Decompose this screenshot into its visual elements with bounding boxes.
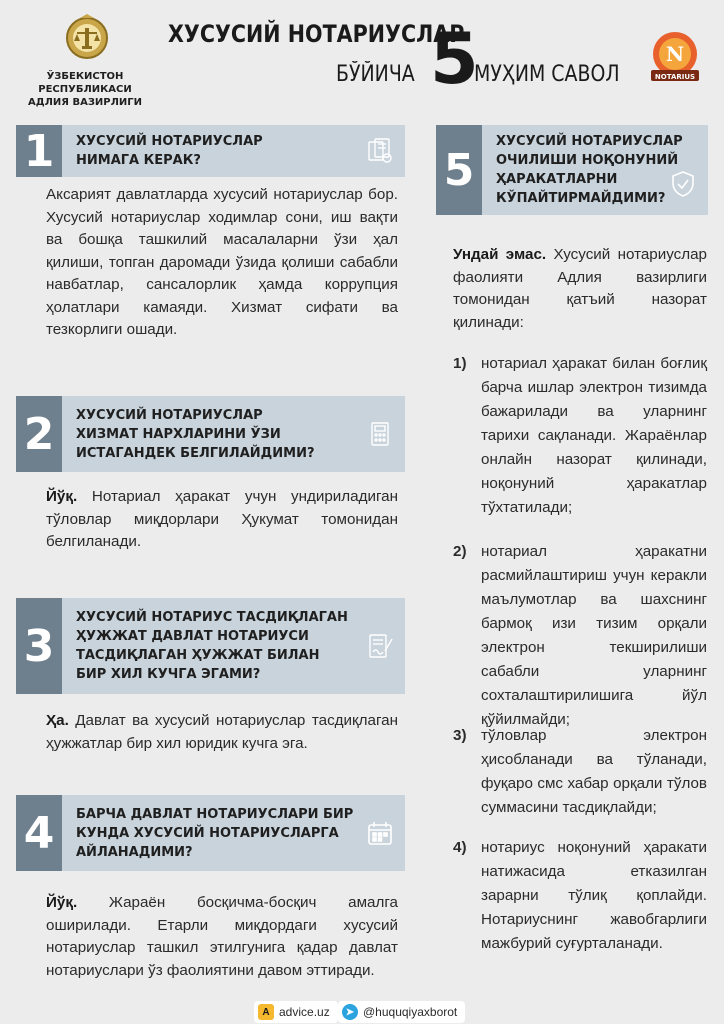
answer-lead: Йўқ. bbox=[46, 894, 78, 911]
org-line-1: ЎЗБЕКИСТОН РЕСПУБЛИКАСИ bbox=[38, 71, 132, 95]
question-number: 4 bbox=[16, 795, 62, 871]
question-1-header bbox=[16, 125, 405, 177]
footer bbox=[0, 998, 724, 1024]
list-item bbox=[453, 836, 707, 956]
organization-name bbox=[20, 70, 150, 109]
answer-lead: Йўқ. bbox=[46, 488, 78, 505]
list-number: 4) bbox=[453, 839, 467, 856]
answer-lead: Ҳа. bbox=[46, 712, 69, 729]
question-number: 1 bbox=[16, 125, 62, 177]
telegram-icon: ➤ bbox=[342, 1004, 358, 1020]
question-text: ХУСУСИЙ НОТАРИУСЛАР НИМАГА КЕРАК? bbox=[76, 134, 263, 168]
list-item bbox=[453, 540, 707, 732]
question-number: 5 bbox=[436, 125, 482, 215]
question-number: 3 bbox=[16, 598, 62, 694]
calendar-icon bbox=[365, 818, 395, 848]
list-number: 3) bbox=[453, 727, 467, 744]
svg-text:NOTARIUS: NOTARIUS bbox=[654, 73, 696, 81]
list-text: нотариал ҳаракат билан боғлиқ барча ишлар электрон тизимда бажарилади ва уларнинг тарихи сақланади. Жараёнлар онлайн назорат қилинади, ноқонуний ҳаракатлар тўхтатилади; bbox=[481, 355, 707, 516]
question-text: БАРЧА ДАВЛАТ НОТАРИУСЛАРИ БИР КУНДА ХУСУСИЙ НОТАРИУСЛАРГА АЙЛАНАДИМИ? bbox=[76, 806, 354, 860]
answer-1: Аксарият давлатларда хусусий нотариуслар бор. Хусусий нотариуслар ходимлар сони, иш вақти ва бошқа ташкилий масалаларни ўзи ҳал қилиши, топган даромади ўзида қолиши сабабли навбатлар, сансалорлик ҳамда коррупция ҳолатлари камаяди. Хизмат сифати ва тезкорлиги ошади. bbox=[46, 186, 398, 338]
notarius-logo bbox=[648, 30, 702, 86]
question-5-header bbox=[436, 125, 708, 215]
answer-lead: Ундай эмас. bbox=[453, 246, 547, 263]
header bbox=[0, 0, 724, 115]
site-link[interactable] bbox=[254, 1001, 338, 1023]
list-text: нотариал ҳаракатни расмийлаштириш учун керакли маълумотлар ва шахснинг бармоқ изи тизим орқали электрон текширилиши сабабли уларнинг сохталаштирилишига йўл қўйилмайди; bbox=[481, 543, 707, 728]
title-line-3: МУҲИМ САВОЛ bbox=[474, 62, 620, 87]
telegram-link[interactable] bbox=[338, 1001, 465, 1023]
signed-document-icon bbox=[365, 631, 395, 661]
list-text: тўловлар электрон ҳисобланади ва тўланади, фуқаро смс хабар орқали тўлов суммасини тасдиқлайди; bbox=[481, 727, 707, 816]
answer-4: Йўқ. Жараён босқичма-босқич амалга оширилади. Етарли миқдордаги хусусий нотариуслар ташкил этилгунига қадар давлат нотариуслари ўз фаолиятини давом эттиради. bbox=[46, 894, 398, 979]
list-item bbox=[453, 352, 707, 520]
question-2-header bbox=[16, 396, 405, 472]
title-line-2: БЎЙИЧА bbox=[336, 62, 415, 87]
advice-logo-icon: A bbox=[258, 1004, 274, 1020]
calculator-icon bbox=[365, 419, 395, 449]
list-item bbox=[453, 724, 707, 820]
list-number: 2) bbox=[453, 543, 467, 560]
documents-icon bbox=[365, 136, 395, 166]
question-text: ХУСУСИЙ НОТАРИУСЛАР ХИЗМАТ НАРХЛАРИНИ ЎЗИ ИСТАГАНДЕК БЕЛГИЛАЙДИМИ? bbox=[76, 407, 315, 461]
list-number: 1) bbox=[453, 355, 467, 372]
question-4-header bbox=[16, 795, 405, 871]
title-line-1: ХУСУСИЙ НОТАРИУСЛАР bbox=[168, 20, 465, 48]
svg-text:N: N bbox=[665, 42, 685, 66]
ministry-emblem-icon bbox=[62, 12, 112, 62]
answer-2: Йўқ. Нотариал ҳаракат учун ундириладиган тўловлар миқдорлари Ҳукумат томонидан белгиланади. bbox=[46, 488, 398, 550]
site-text: advice.uz bbox=[279, 1005, 330, 1019]
question-text: ХУСУСИЙ НОТАРИУС ТАСДИҚЛАГАН ҲУЖЖАТ ДАВЛАТ НОТАРИУСИ ТАСДИҚЛАГАН ҲУЖЖАТ БИЛАН БИР ХИЛ КУЧГА ЭГАМИ? bbox=[76, 610, 348, 682]
shield-check-icon bbox=[668, 169, 698, 199]
answer-5-intro: Ундай эмас. Хусусий нотариуслар фаолияти Адлия вазирлиги томонидан қатъий назорат қилинади: bbox=[453, 246, 707, 331]
title-number: 5 bbox=[430, 18, 479, 100]
org-line-2: АДЛИЯ ВАЗИРЛИГИ bbox=[27, 97, 143, 108]
question-text: ХУСУСИЙ НОТАРИУСЛАР ОЧИЛИШИ НОҚОНУНИЙ ҲАРАКАТЛАРНИ КЎПАЙТИРМАЙДИМИ? bbox=[496, 134, 683, 206]
answer-3: Ҳа. Давлат ва хусусий нотариуслар тасдиқлаган ҳужжатлар бир хил юридик кучга эга. bbox=[46, 712, 398, 752]
question-3-header bbox=[16, 598, 405, 694]
list-text: нотариус ноқонуний ҳаракати натижасида етказилган зарарни тўлиқ қоплайди. Нотариуснинг жавобгарлиги мажбурий суғурталанади. bbox=[481, 839, 707, 952]
telegram-text: @huquqiyaxborot bbox=[363, 1005, 458, 1019]
question-number: 2 bbox=[16, 396, 62, 472]
